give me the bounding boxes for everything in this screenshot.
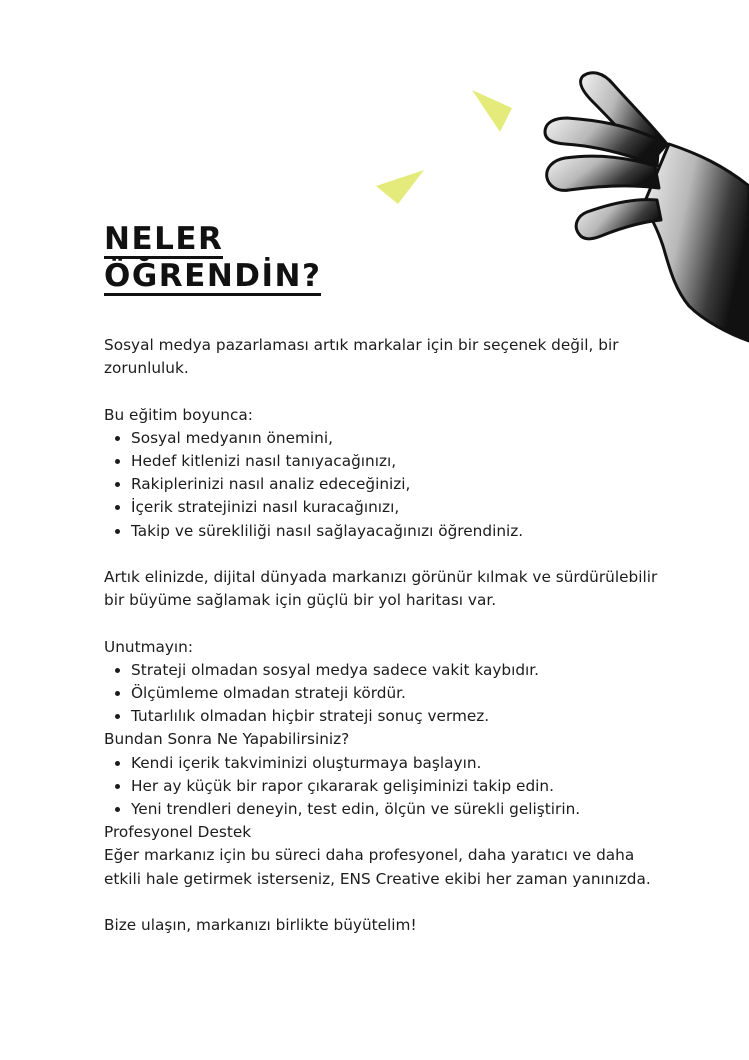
triangle-decoration-top [468,86,518,136]
hand-illustration [539,66,749,346]
roadmap-paragraph: Artık elinizde, dijital dünyada markanızı görünür kılmak ve sürdürülebilir bir büyüme sağlamak için güçlü bir yol haritası var. [104,568,658,610]
remember-heading: Unutmayın: [104,637,194,656]
page-title [104,222,321,296]
list-item: • Her ay küçük bir rapor çıkararak gelişiminizi takip edin. [131,775,664,798]
intro-paragraph: Sosyal medya pazarlaması artık markalar için bir seçenek değil, bir zorunluluk. [104,336,619,378]
triangle-decoration-left [372,168,428,208]
support-heading: Profesyonel Destek [104,823,252,842]
list-item: • Hedef kitlenizi nasıl tanıyacağınızı, [131,450,664,473]
spacer [104,543,664,566]
next-steps-list [104,752,664,822]
list-item: • İçerik stratejinizi nasıl kuracağınızı, [131,496,664,519]
title-line-1: NELER [104,221,224,257]
list-item: • Takip ve sürekliliği nasıl sağlayacağınızı öğrendiniz. [131,520,664,543]
remember-list [104,659,664,729]
body-content [104,334,664,937]
list-item: • Sosyal medyanın önemini, [131,427,664,450]
list-item: • Rakiplerinizi nasıl analiz edeceğinizi, [131,473,664,496]
next-steps-heading: Bundan Sonra Ne Yapabilirsiniz? [104,730,350,749]
support-paragraph: Eğer markanız için bu süreci daha profesyonel, daha yaratıcı ve daha etkili hale getirmek isterseniz, ENS Creative ekibi her zaman yanınızda. [104,846,651,888]
spacer [104,891,664,914]
learned-list [104,427,664,543]
list-item: • Ölçümleme olmadan strateji kördür. [131,682,664,705]
title-line-2: ÖĞRENDİN? [104,258,322,294]
learned-heading: Bu eğitim boyunca: [104,405,253,424]
list-item: • Strateji olmadan sosyal medya sadece vakit kaybıdır. [131,659,664,682]
list-item: • Tutarlılık olmadan hiçbir strateji sonuç vermez. [131,705,664,728]
list-item: • Yeni trendleri deneyin, test edin, ölçün ve sürekli geliştirin. [131,798,664,821]
closing-line: Bize ulaşın, markanızı birlikte büyütelim! [104,916,417,935]
spacer [104,612,664,635]
list-item: • Kendi içerik takviminizi oluşturmaya başlayın. [131,752,664,775]
spacer [104,380,664,403]
